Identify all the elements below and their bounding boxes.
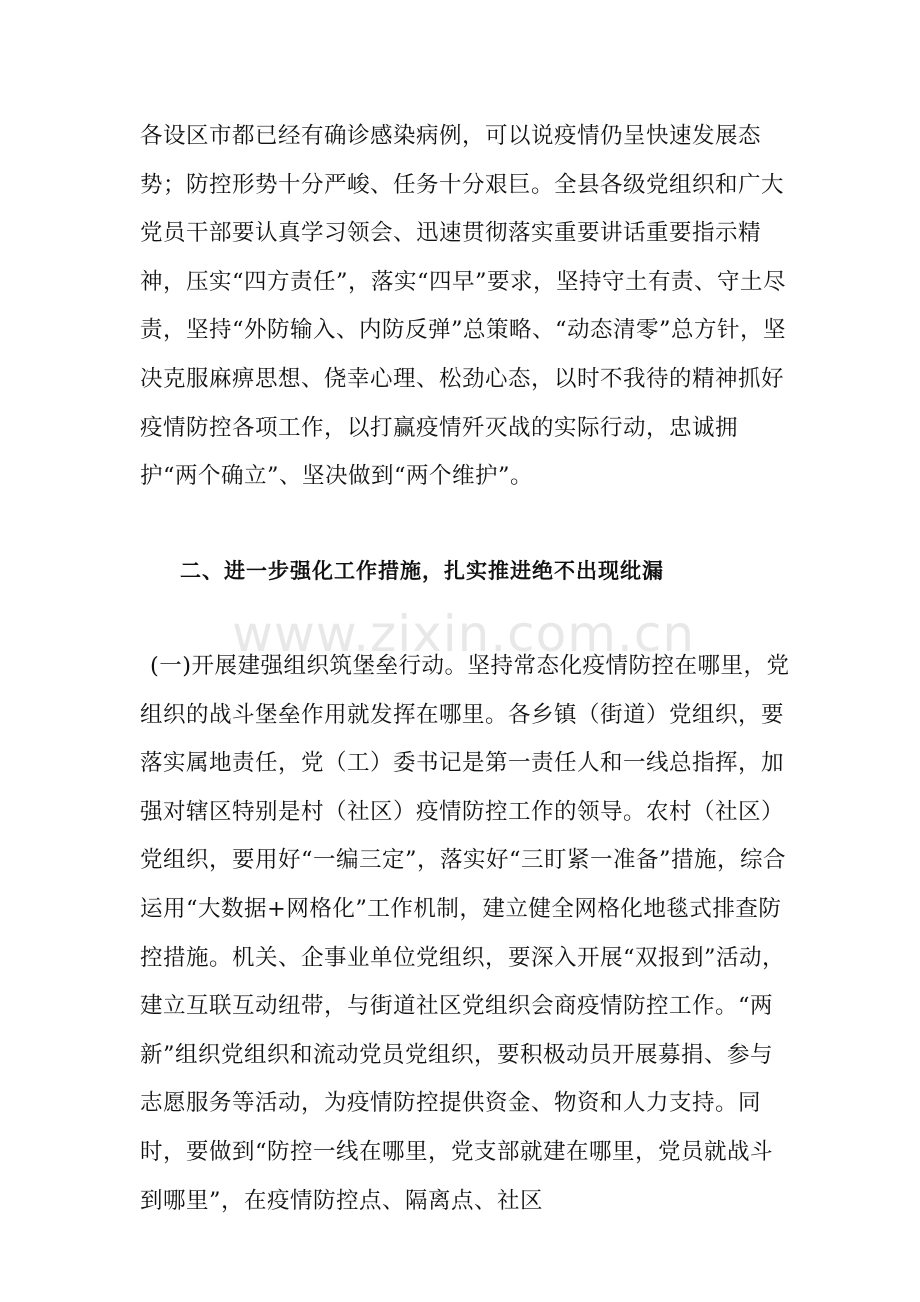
body-paragraph-2-text: (一)开展建强组织筑堡垒行动。坚持常态化疫情防控在哪里，党组织的战斗堡垒作用就发挥在哪里。各乡镇（街道）党组织，要落实属地责任，党（工）委书记是第一责任人和一线总指挥，加强对辖区特别是村（社区）疫情防控工作的领导。农村（社区）党组织，要用好“一编三定”，落实好“三盯紧一准备”措施，综合运用“大数据+网格化”工作机制，建立健全网格化地毯式排查防控措施。机关、企事业单位党组织，要深入开展“双报到”活动，建立互联互动纽带，与街道社区党组织会商疫情防控工作。“两新”组织党组织和流动党员党组织，要积极动员开展募捐、参与志愿服务等活动，为疫情防控提供资金、物资和人力支持。同时，要做到“防控一线在哪里，党支部就建在哪里，党员就战斗到哪里”，在疫情防控点、隔离点、社区 [140,653,790,1214]
body-paragraph-2 [140,642,790,1225]
body-paragraph-1: 各设区市都已经有确诊感染病例，可以说疫情仍呈快速发展态势；防控形势十分严峻、任务十分艰巨。全县各级党组织和广大党员干部要认真学习领会、迅速贯彻落实重要讲话重要指示精神，压实“四方责任”，落实“四早”要求，坚持守土有责、守土尽责，坚持“外防输入、内防反弹”总策略、“动态清零”总方针，坚决克服麻痹思想、侥幸心理、松劲心态，以时不我待的精神抓好疫情防控各项工作，以打赢疫情歼灭战的实际行动，忠诚拥护“两个确立”、坚决做到“两个维护”。 [140,123,787,490]
section-heading: 二、进一步强化工作措施，扎实推进绝不出现纰漏 [180,559,664,583]
watermark: www.zixin.com.cn [232,605,696,663]
